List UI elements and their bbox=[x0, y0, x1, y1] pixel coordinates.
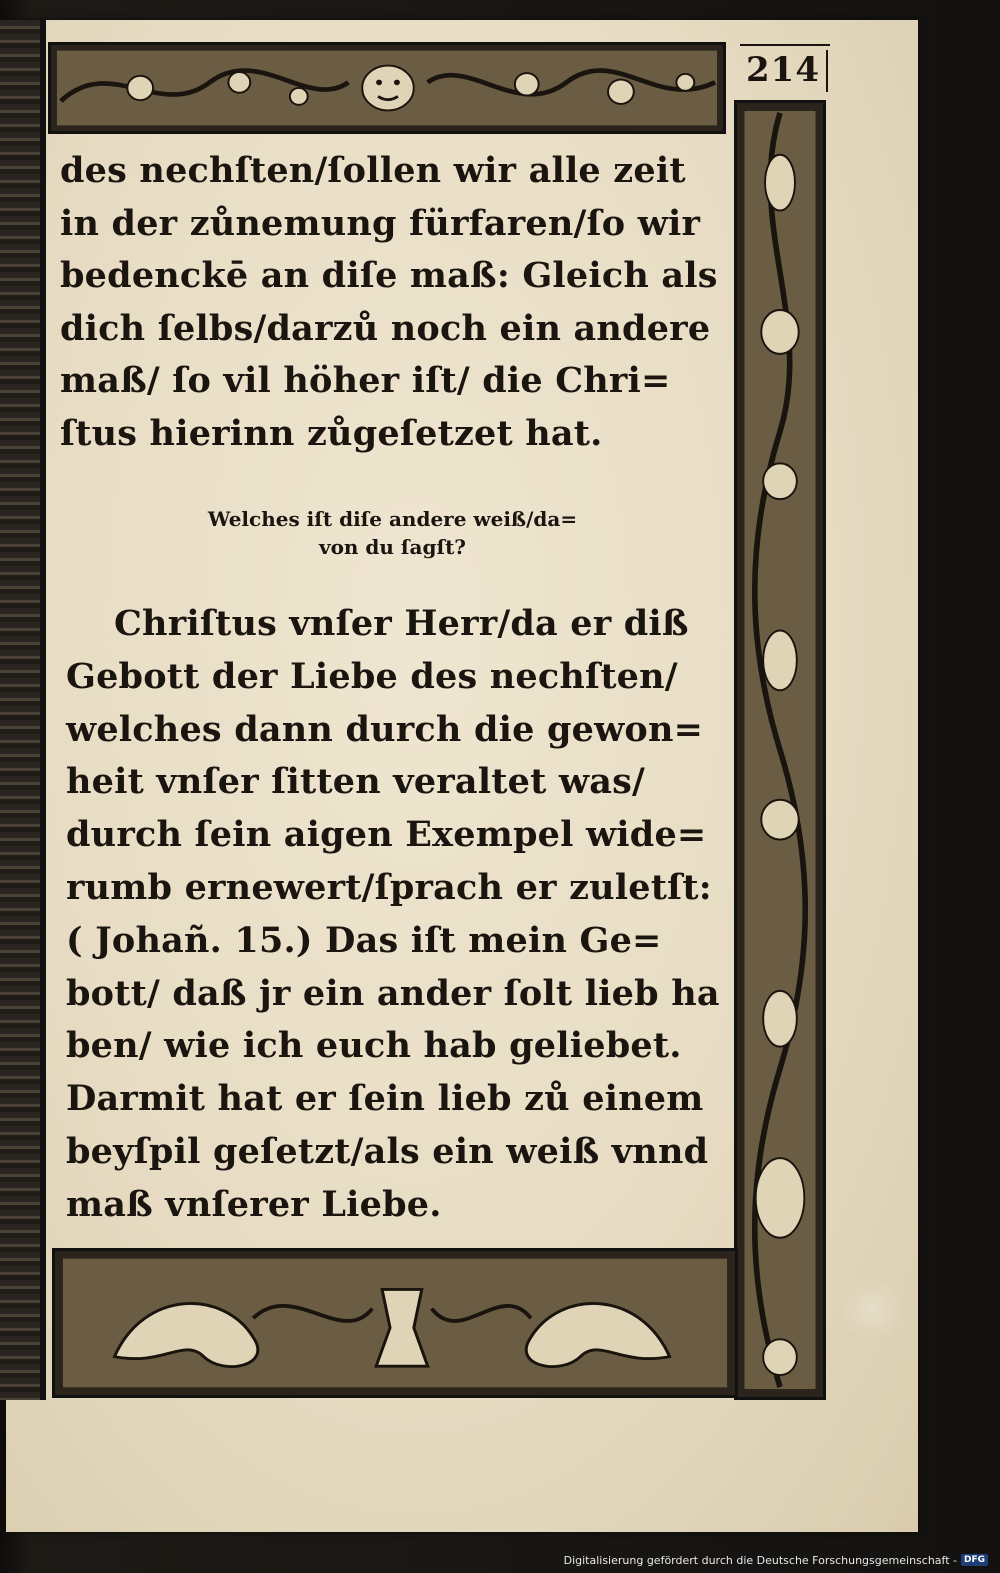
question-line: Welches iſt diſe andere weiß/da= bbox=[207, 507, 578, 531]
text-line: durch ſein aigen Exempel wide= bbox=[66, 814, 707, 856]
question-heading bbox=[60, 505, 725, 561]
credit-text: Digitalisierung gefördert durch die Deutsche Forschungsgemeinschaft - bbox=[563, 1553, 957, 1567]
text-line: ( Johañ. 15.) Das iſt mein Ge= bbox=[66, 919, 662, 961]
previous-page-edge bbox=[0, 20, 46, 1400]
body-text bbox=[60, 145, 725, 460]
page-number: 214 bbox=[744, 50, 828, 92]
woodcut-dragon-vase-ornament-icon bbox=[52, 1248, 738, 1398]
text-line: maß/ ſo vil höher iſt/ die Chri= bbox=[60, 360, 671, 401]
text-line: bedenckē an diſe maß: Gleich als bbox=[60, 255, 718, 296]
text-line: ben/ wie ich euch hab geliebet. bbox=[66, 1025, 682, 1067]
question-line: von du ſagſt? bbox=[318, 535, 467, 559]
text-line: des nechſten/ſollen wir alle zeit bbox=[60, 150, 686, 191]
text-line: maß vnſerer Liebe. bbox=[66, 1183, 442, 1225]
text-line: bott/ daß jr ein ander ſolt lieb ha bbox=[66, 972, 720, 1014]
digitization-credit bbox=[564, 1550, 988, 1570]
text-line: Gebott der Liebe des nechſten/ bbox=[66, 655, 678, 697]
woodcut-vine-mask-ornament-icon bbox=[48, 42, 726, 134]
woodcut-foliage-column-ornament-icon bbox=[734, 100, 826, 1400]
text-line: ſtus hierinn zůgeſetzet hat. bbox=[60, 412, 603, 454]
text-line: welches dann durch die gewon= bbox=[66, 708, 704, 750]
text-line: beyſpil geſetzt/als ein weiß vnnd bbox=[66, 1130, 709, 1172]
paper-stain bbox=[838, 1280, 908, 1340]
text-line: rumb ernewert/ſprach er zuletſt: bbox=[66, 866, 712, 908]
text-line: dich ſelbs/darzů noch ein andere bbox=[60, 307, 711, 349]
text-line: heit vnſer ſitten veraltet was/ bbox=[66, 761, 645, 803]
answer-text bbox=[66, 598, 731, 1232]
text-line: Darmit hat er ſein lieb zů einem bbox=[66, 1078, 704, 1120]
dfg-logo-icon: DFG bbox=[961, 1554, 988, 1566]
text-line: in der zůnemung fürfaren/ſo wir bbox=[60, 202, 701, 244]
text-line: Chriſtus vnſer Herr/da er diß bbox=[114, 603, 689, 644]
